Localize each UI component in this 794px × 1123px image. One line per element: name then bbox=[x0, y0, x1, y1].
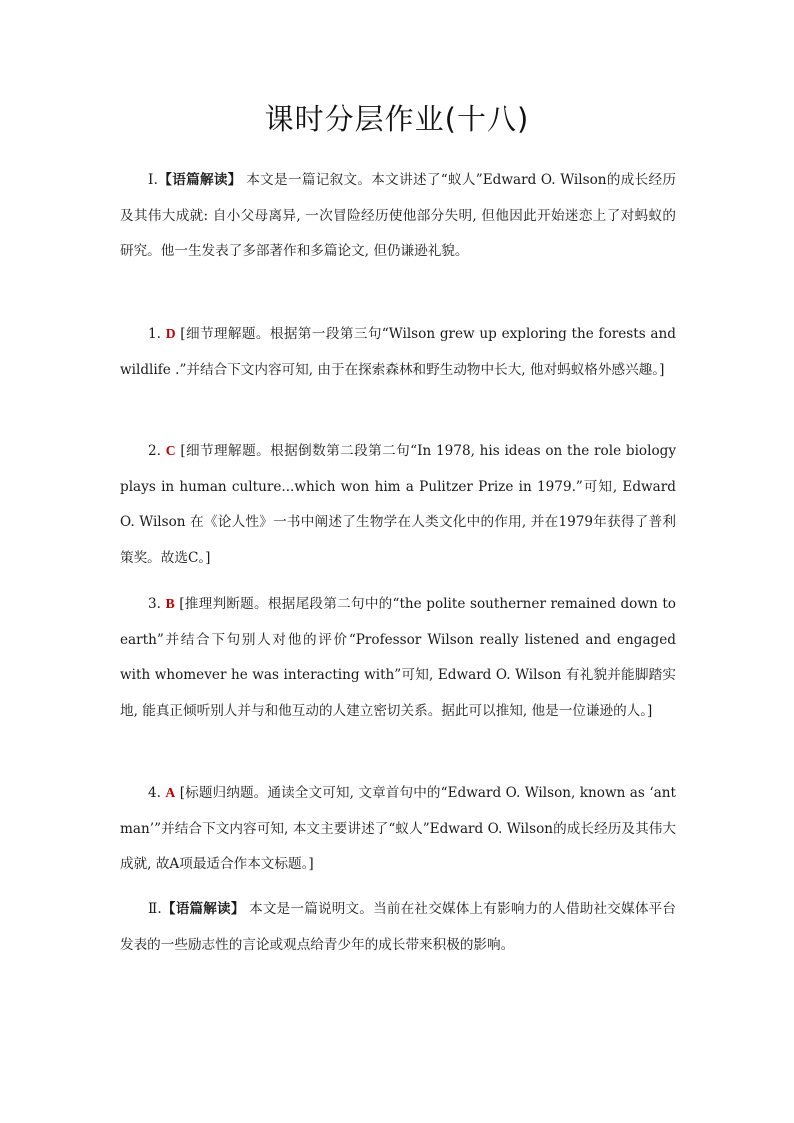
question-number: 2. bbox=[148, 443, 161, 459]
question-2-explanation bbox=[120, 433, 676, 576]
passage-2-summary bbox=[120, 892, 676, 963]
answer-letter: C bbox=[165, 443, 176, 458]
explanation-text: [推理判断题。根据尾段第二句中的“the polite southerner remained down to earth”并结合下句别人对他的评价“Professor Wilson really listened and engaged with whomever he was interacting with”可知, Edward O. Wilson 有礼貌并能脚踏实地, 能真正倾听别人并与和他互动的人建立密切关系。据此可以推知, 他是一位谦逊的人。] bbox=[120, 596, 676, 719]
section-marker: Ⅱ. bbox=[148, 901, 162, 917]
summary-text: 本文是一篇记叙文。本文讲述了“蚁人”Edward O. Wilson的成长经历及其伟大成就: 自小父母离异, 一次冒险经历使他部分失明, 但他因此开始迷恋上了对蚂蚁的研究。他一生发表了多部著作和多篇论文, 但仍谦逊礼貌。 bbox=[120, 172, 676, 259]
question-number: 1. bbox=[148, 326, 161, 342]
passage-1-summary bbox=[120, 163, 676, 270]
question-1-explanation bbox=[120, 316, 676, 388]
summary-text: 本文是一篇说明文。当前在社交媒体上有影响力的人借助社交媒体平台发表的一些励志性的言论或观点给青少年的成长带来积极的影响。 bbox=[120, 901, 676, 953]
answer-letter: D bbox=[165, 326, 176, 341]
question-4-explanation bbox=[120, 775, 676, 883]
explanation-text: [标题归纳题。通读全文可知, 文章首句中的“Edward O. Wilson, known as ‘ant man’”并结合下文内容可知, 本文主要讲述了“蚁人”Edward O. Wilson的成长经历及其伟大成就, 故A项最适合作本文标题。] bbox=[120, 785, 676, 872]
answer-letter: A bbox=[165, 785, 176, 800]
question-3-explanation bbox=[120, 586, 676, 729]
explanation-text: [细节理解题。根据第一段第三句“Wilson grew up exploring the forests and wildlife .”并结合下文内容可知, 由于在探索森林和野生动物中长大, 他对蚂蚁格外感兴趣。] bbox=[120, 326, 676, 378]
section-marker: Ⅰ. bbox=[148, 172, 158, 188]
answer-letter: B bbox=[165, 596, 175, 611]
question-number: 3. bbox=[148, 596, 161, 612]
page-title: 课时分层作业(十八) bbox=[264, 102, 530, 136]
section-tag: 【语篇解读】 bbox=[161, 901, 245, 917]
section-tag: 【语篇解读】 bbox=[158, 172, 242, 188]
question-number: 4. bbox=[148, 785, 161, 801]
explanation-text: [细节理解题。根据倒数第二段第二句“In 1978, his ideas on the role biology plays in human culture...which won him a Pulitzer Prize in 1979.”可知, Edward O. Wilson 在《论人性》一书中阐述了生物学在人类文化中的作用, 并在1979年获得了普利策奖。故选C。] bbox=[120, 443, 677, 566]
